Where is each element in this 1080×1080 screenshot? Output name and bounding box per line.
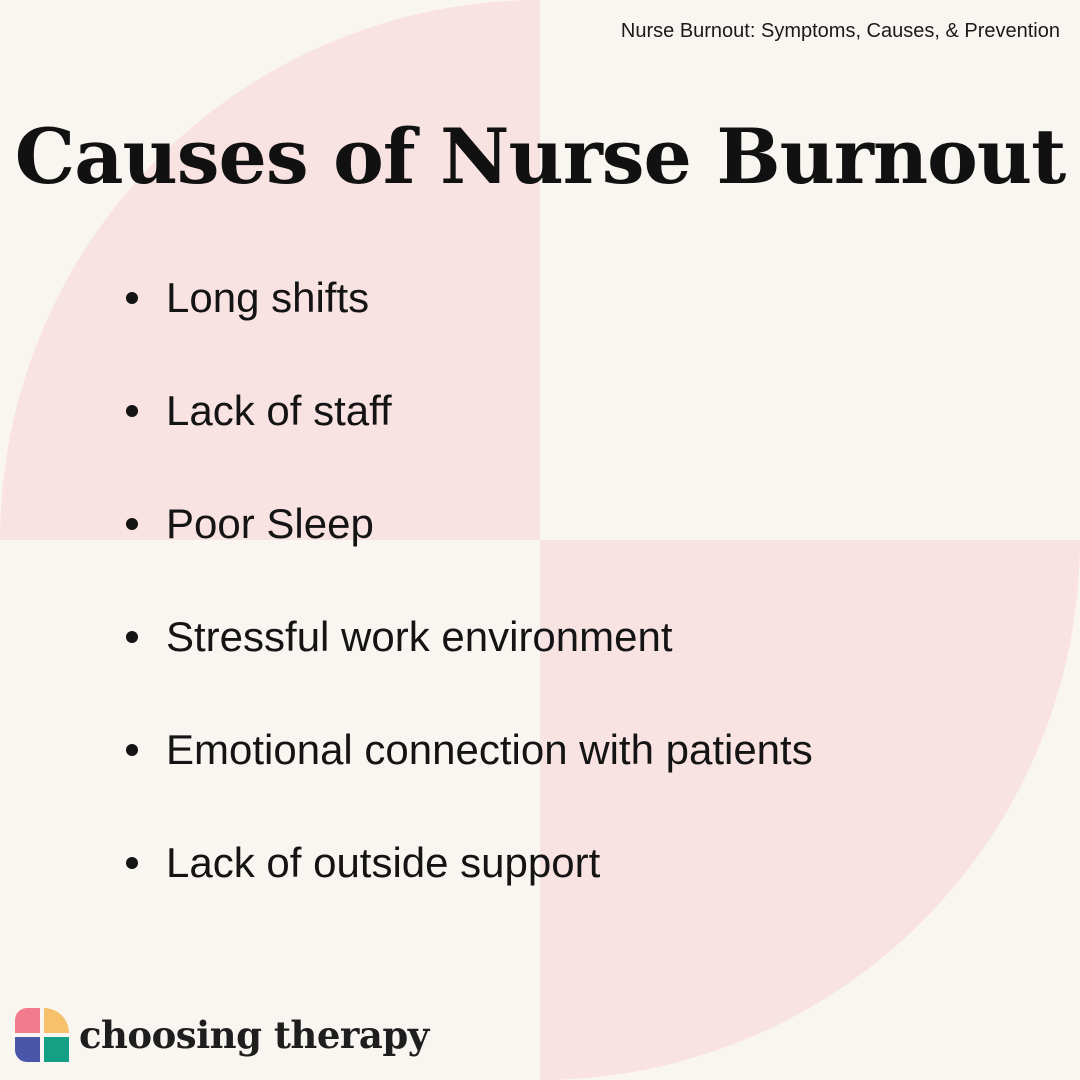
list-item: Long shifts <box>122 270 813 383</box>
list-item: Lack of staff <box>122 383 813 496</box>
list-item: Poor Sleep <box>122 496 813 609</box>
list-item: Lack of outside support <box>122 835 813 948</box>
causes-list <box>122 270 813 948</box>
list-item: Emotional connection with patients <box>122 722 813 835</box>
brand-logo <box>15 1008 429 1062</box>
page-title: Causes of Nurse Burnout <box>14 112 1066 201</box>
article-title-tag: Nurse Burnout: Symptoms, Causes, & Prevention <box>620 20 1060 42</box>
choosing-therapy-logo-icon <box>15 1008 69 1062</box>
list-item: Stressful work environment <box>122 609 813 722</box>
brand-name: choosing therapy <box>79 1013 429 1057</box>
